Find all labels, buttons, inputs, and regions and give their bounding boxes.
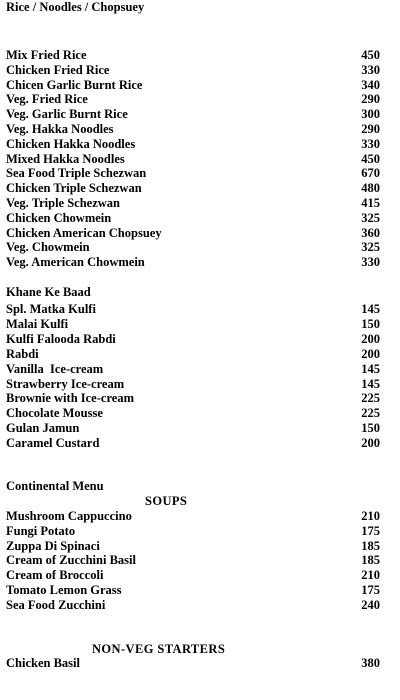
menu-item-row [6, 598, 380, 613]
menu-item-name: Chicken Chowmein [6, 210, 112, 225]
menu-item-row [6, 137, 380, 152]
menu-item-name: Sea Food Triple Schezwan [6, 166, 147, 181]
menu-item-name: Chicken Triple Schezwan [6, 181, 142, 196]
menu-item-price: 150 [361, 316, 380, 331]
menu-item-price: 210 [361, 509, 380, 523]
menu-item-row [6, 240, 380, 255]
menu-item-row [6, 255, 380, 270]
section-title-dessert: Khane Ke Baad [6, 285, 91, 299]
menu-item-price: 145 [361, 361, 380, 376]
menu-item-price: 360 [361, 225, 380, 240]
menu-item-row [6, 421, 380, 436]
menu-item-row [6, 332, 380, 347]
menu-item-row [6, 166, 380, 181]
menu-item-row [6, 211, 380, 226]
menu-item-price: 340 [361, 77, 380, 92]
menu-item-name: Veg. American Chowmein [6, 255, 145, 270]
menu-item-price: 290 [361, 122, 380, 136]
menu-item-name: Rabdi [6, 346, 39, 361]
menu-item-price: 330 [361, 62, 380, 77]
menu-item-price: 290 [361, 92, 380, 107]
menu-item-price: 240 [361, 597, 380, 612]
menu-item-price: 200 [361, 331, 380, 346]
menu-item-name: Mix Fried Rice [6, 48, 87, 62]
menu-item-price: 145 [361, 376, 380, 391]
menu-item-name: Chicen Garlic Burnt Rice [6, 77, 143, 92]
menu-item-row [6, 78, 380, 93]
menu-item-price: 330 [361, 136, 380, 151]
menu-item-row [6, 583, 380, 598]
menu-item-price: 480 [361, 181, 380, 196]
menu-item-price: 670 [361, 166, 380, 181]
menu-item-name: Veg. Hakka Noodles [6, 122, 114, 136]
menu-item-row [6, 152, 380, 167]
menu-item-name: Gulan Jamun [6, 421, 80, 436]
menu-item-price: 225 [361, 391, 380, 406]
menu-item-row [6, 181, 380, 196]
menu-item-price: 145 [361, 302, 380, 316]
menu-item-price: 300 [361, 107, 380, 122]
menu-item-price: 330 [361, 255, 380, 270]
menu-item-name: Spl. Matka Kulfi [6, 302, 96, 316]
menu-item-row [6, 391, 380, 406]
menu-item-name: Brownie with Ice-cream [6, 391, 134, 406]
menu-item-name: Cream of Zucchini Basil [6, 553, 136, 568]
menu-item-row [6, 553, 380, 568]
menu-item-row [6, 226, 380, 241]
menu-item-name: Chicken American Chopsuey [6, 225, 162, 240]
menu-item-price: 185 [361, 538, 380, 553]
menu-item-price: 225 [361, 406, 380, 421]
menu-item-name: Veg. Triple Schezwan [6, 196, 121, 210]
menu-item-name: Chicken Hakka Noodles [6, 136, 136, 151]
menu-item-name: Cream of Broccoli [6, 568, 104, 583]
menu-item-price: 325 [361, 240, 380, 255]
menu-item-price: 175 [361, 583, 380, 597]
menu-item-name: Veg. Chowmein [6, 240, 90, 255]
menu-item-row [6, 196, 380, 211]
menu-item-price: 415 [361, 196, 380, 210]
menu-item-row [6, 317, 380, 332]
menu-item-price: 200 [361, 436, 380, 451]
menu-item-price: 175 [361, 523, 380, 538]
menu-item-row [6, 406, 380, 421]
section-title-continental: Continental Menu [6, 479, 104, 493]
menu-item-row [6, 63, 380, 78]
menu-item-name: Fungi Potato [6, 523, 76, 538]
menu-item-row [6, 377, 380, 392]
starters-heading: NON-VEG STARTERS [92, 642, 226, 656]
menu-item-price: 210 [361, 568, 380, 583]
menu-item-name: Mushroom Cappuccino [6, 509, 132, 523]
menu-item-row [6, 347, 380, 362]
menu-item-row [6, 509, 380, 524]
menu-item-row [6, 302, 380, 317]
menu-item-name: Vanilla Ice-cream [6, 361, 104, 376]
menu-item-name: Malai Kulfi [6, 316, 69, 331]
section-title-rice: Rice / Noodles / Chopsuey [6, 0, 145, 14]
menu-item-price: 200 [361, 346, 380, 361]
menu-item-name: Chicken Basil [6, 656, 80, 670]
menu-item-name: Chicken Fried Rice [6, 62, 110, 77]
menu-item-name: Mixed Hakka Noodles [6, 151, 125, 166]
menu-item-row [6, 92, 380, 107]
menu-item-row [6, 48, 380, 63]
menu-item-row [6, 568, 380, 583]
menu-item-row [6, 539, 380, 554]
menu-item-price: 185 [361, 553, 380, 568]
menu-item-row [6, 524, 380, 539]
menu-item-name: Sea Food Zucchini [6, 597, 106, 612]
menu-item-name: Chocolate Mousse [6, 406, 103, 421]
menu-item-row [6, 362, 380, 377]
soups-heading: SOUPS [145, 494, 188, 508]
menu-item-name: Zuppa Di Spinaci [6, 538, 100, 553]
menu-item-price: 325 [361, 210, 380, 225]
menu-item-price: 450 [361, 151, 380, 166]
menu-item-row [6, 656, 380, 671]
menu-item-name: Kulfi Falooda Rabdi [6, 331, 116, 346]
menu-item-price: 380 [361, 656, 380, 670]
menu-item-row [6, 436, 380, 451]
menu-item-price: 150 [361, 421, 380, 436]
menu-item-row [6, 122, 380, 137]
menu-item-name: Veg. Garlic Burnt Rice [6, 107, 128, 122]
menu-item-name: Tomato Lemon Grass [6, 583, 122, 597]
menu-item-price: 450 [361, 48, 380, 62]
menu-item-name: Strawberry Ice-cream [6, 376, 125, 391]
menu-item-name: Veg. Fried Rice [6, 92, 88, 107]
menu-item-name: Caramel Custard [6, 436, 100, 451]
menu-item-row [6, 107, 380, 122]
